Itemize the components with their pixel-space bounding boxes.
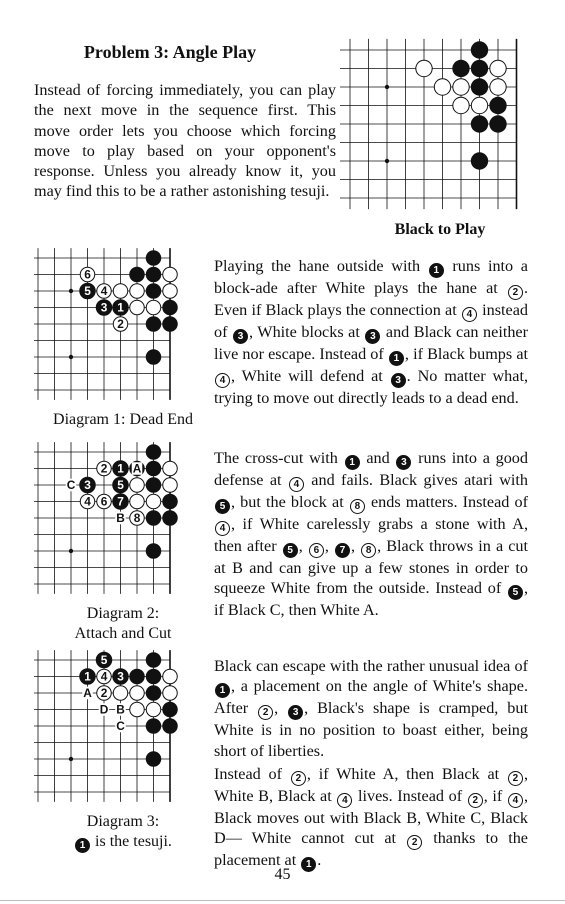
white-stone xyxy=(113,686,128,701)
white-stone-marker: 4 xyxy=(508,793,523,808)
white-stone-marker: 4 xyxy=(289,477,304,492)
problem-board xyxy=(340,38,530,214)
hoshi-point xyxy=(69,757,73,761)
diagram3-board xyxy=(34,648,196,808)
stone-number: 4 xyxy=(100,669,108,684)
white-stone xyxy=(130,478,145,493)
stone-number: 5 xyxy=(100,653,108,667)
white-stone xyxy=(434,79,450,95)
point-letter: C xyxy=(66,478,76,492)
white-stone xyxy=(163,284,178,299)
white-stone xyxy=(453,79,469,95)
black-stone-marker: 3 xyxy=(365,329,380,344)
stone-number: 1 xyxy=(117,300,124,315)
black-stone xyxy=(146,316,162,332)
black-stone xyxy=(452,60,469,77)
black-stone-marker: 3 xyxy=(288,705,303,720)
intro-paragraph: Instead of forcing immediately, you can play the next move in the sequence first. This move order lets you choose which forcing move to play based on your opponent's response. Unless you already know it, you may find this to be a rather astonishing tesuji. xyxy=(34,81,336,201)
black-stone xyxy=(146,543,162,559)
diagram3-caption xyxy=(34,812,212,853)
black-stone xyxy=(146,461,162,477)
black-stone xyxy=(146,283,162,299)
stone-number: 8 xyxy=(133,511,141,525)
black-stone xyxy=(146,267,162,283)
stone-number: 2 xyxy=(100,461,108,476)
black-stone-marker: 1 xyxy=(429,263,444,278)
stone-number: 1 xyxy=(84,669,91,684)
black-stone xyxy=(471,115,488,132)
white-stone-marker: 4 xyxy=(215,373,230,388)
black-stone xyxy=(162,494,178,510)
black-stone xyxy=(146,669,162,685)
stone-number: 3 xyxy=(117,669,124,684)
page-bottom-rule xyxy=(0,900,565,901)
stone-number: 4 xyxy=(84,494,91,509)
white-stone xyxy=(146,300,161,315)
stone-number: 2 xyxy=(100,686,108,700)
hoshi-point xyxy=(385,85,389,89)
diagram2-caption-line1: Diagram 2: xyxy=(86,605,160,622)
diagram2-caption-line2: Attach and Cut xyxy=(74,625,172,642)
diagram3-text-a: Black can escape with the rather unusual idea of 1 , a placement on the angle of White's shape. After 2 , 3 , Black's shape is cramped, but White is in no position to boast either, being short of liberties. xyxy=(214,657,528,760)
black-stone-marker: 1 xyxy=(345,455,360,470)
white-stone xyxy=(416,60,432,76)
white-stone xyxy=(163,478,178,493)
black-stone xyxy=(146,652,162,668)
black-stone-marker: 1 xyxy=(215,683,230,698)
black-stone-marker: 3 xyxy=(391,373,406,388)
point-letter: B xyxy=(116,702,125,717)
black-stone xyxy=(146,718,162,734)
stone-number: 7 xyxy=(117,494,124,509)
black-stone-marker: 1 xyxy=(389,351,404,366)
white-stone-marker: 2 xyxy=(468,793,483,808)
white-stone-marker: 2 xyxy=(291,771,306,786)
diagram1-text: Playing the hane outside with 1 runs into a block-ade after White plays the hane at 2 . Even if Black plays the connection at 4 instead of 3 , White blocks at 3 and Black can neither live nor escape. Instead of 1 , if Black bumps at 4 , White will defend at 3 . No matter what, trying to move out directly leads to a dead end. xyxy=(214,257,528,407)
point-letter: D xyxy=(99,702,109,717)
white-stone xyxy=(130,300,145,315)
white-stone-marker: 8 xyxy=(350,499,365,514)
white-stone-marker: 4 xyxy=(462,307,477,322)
diagram1-board xyxy=(34,246,196,406)
black-stone-marker: 5 xyxy=(283,543,298,558)
point-letter: C xyxy=(116,719,125,733)
stone-number: 6 xyxy=(84,267,91,282)
white-stone xyxy=(130,284,145,299)
diagram3-text-b: Instead of 2 , if White A, then Black at 2 , White B, Black at 4 lives. Instead of 2 , if 4 , Black moves out with Black B, White C, Black D— White cannot cut at 2 thanks to the placement at 1 . xyxy=(214,765,528,871)
black-stone xyxy=(162,316,178,332)
black-stone-marker: 7 xyxy=(335,543,350,558)
stone-number: 4 xyxy=(100,284,108,298)
black-stone xyxy=(146,477,162,493)
stone-number: 3 xyxy=(84,478,91,492)
white-stone xyxy=(163,267,178,282)
caption-black-stone-1: 1 xyxy=(75,838,90,853)
white-stone xyxy=(490,60,506,76)
black-stone xyxy=(129,267,145,283)
black-stone-marker: 3 xyxy=(396,455,411,470)
white-stone-marker: 2 xyxy=(407,835,422,850)
white-stone xyxy=(113,284,128,299)
hoshi-point xyxy=(69,355,73,359)
black-stone xyxy=(489,115,506,132)
white-stone-marker: 4 xyxy=(337,793,352,808)
black-stone xyxy=(489,97,506,114)
page-number: 45 xyxy=(274,866,291,883)
hoshi-point xyxy=(385,159,389,163)
black-stone-marker: 3 xyxy=(233,329,248,344)
white-stone xyxy=(163,669,178,684)
white-stone xyxy=(130,686,145,701)
black-stone xyxy=(146,444,162,460)
black-stone xyxy=(471,152,488,169)
black-stone xyxy=(162,510,178,526)
diagram2-board xyxy=(34,440,196,600)
stone-number: 6 xyxy=(100,494,108,509)
black-stone xyxy=(471,41,488,58)
black-stone xyxy=(162,300,178,316)
problem-title: Problem 3: Angle Play xyxy=(83,42,257,62)
black-stone-marker: 5 xyxy=(508,585,523,600)
white-stone xyxy=(130,494,145,509)
black-stone xyxy=(146,751,162,767)
stone-number: 5 xyxy=(117,478,124,492)
point-letter: B xyxy=(116,511,125,525)
stone-number: 1 xyxy=(117,461,124,476)
black-stone xyxy=(471,78,488,95)
hoshi-point xyxy=(69,549,73,553)
black-stone-marker: 5 xyxy=(215,499,230,514)
white-stone-marker: 4 xyxy=(215,521,230,536)
problem-caption: Black to Play xyxy=(394,221,486,238)
diagram1-caption: Diagram 1: Dead End xyxy=(53,411,193,428)
white-stone xyxy=(163,686,178,701)
stone-number: 3 xyxy=(100,300,108,315)
hoshi-point xyxy=(69,289,73,293)
stone-number: 2 xyxy=(117,317,124,331)
diagram3-caption-line1: Diagram 3: xyxy=(86,813,160,830)
white-stone-marker: 2 xyxy=(508,771,523,786)
black-stone xyxy=(162,702,178,718)
point-letter: A xyxy=(132,461,142,476)
diagram2-text: The cross-cut with 1 and 3 runs into a good defense at 4 and fails. Black gives atari with 5 , but the block at 8 ends matters. Instead of 4 , if White carelessly grabs a stone with A, then after 5 , 6 , 7 , 8 , Black throws in a cut at B and can give up a few stones in order to squeeze White from the outside. Instead of 5 , if Black C, then White A. xyxy=(214,449,529,620)
white-stone xyxy=(146,494,161,509)
white-stone-marker: 2 xyxy=(508,285,523,300)
white-stone xyxy=(471,97,487,113)
white-stone xyxy=(453,97,469,113)
white-stone xyxy=(146,702,161,717)
diagram3-caption-line2: is the tesuji. xyxy=(91,833,172,850)
black-stone xyxy=(146,349,162,365)
black-stone xyxy=(146,510,162,526)
white-stone-marker: 6 xyxy=(309,543,324,558)
white-stone xyxy=(490,79,506,95)
black-stone-marker: 1 xyxy=(301,857,316,872)
diagram2-caption xyxy=(34,604,212,644)
black-stone xyxy=(146,250,162,266)
white-stone xyxy=(163,461,178,476)
black-stone xyxy=(162,718,178,734)
white-stone-marker: 2 xyxy=(258,705,273,720)
black-stone xyxy=(129,669,145,685)
white-stone xyxy=(130,702,145,717)
stone-number: 5 xyxy=(84,284,91,298)
white-stone-marker: 8 xyxy=(361,543,376,558)
point-letter: A xyxy=(83,686,92,700)
black-stone xyxy=(146,685,162,701)
black-stone xyxy=(471,60,488,77)
